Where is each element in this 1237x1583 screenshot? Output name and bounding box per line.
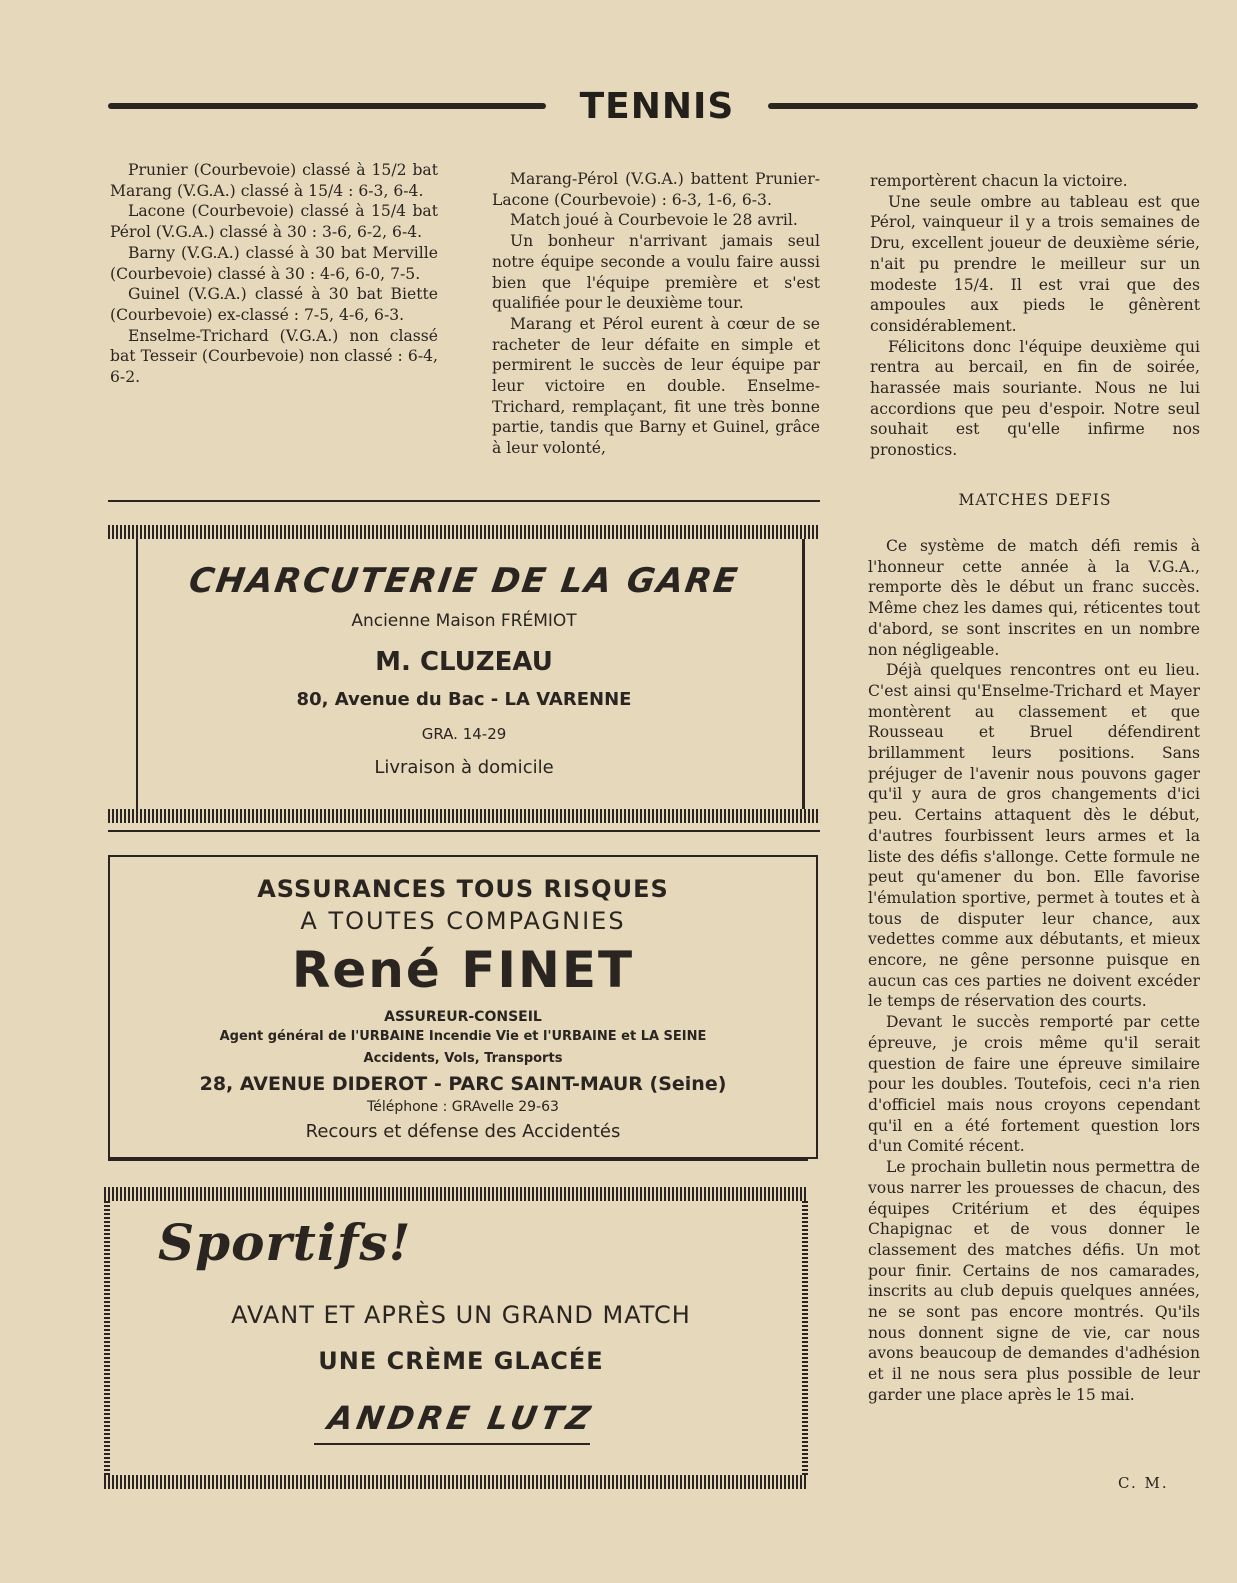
ad-agency: Agent général de l'URBAINE Incendie Vie et l'URBAINE et LA SEINE [219, 1029, 707, 1044]
article-paragraph: Le prochain bulletin nous permettra de vous narrer les prouesses de chacun, des équipes Critérium et des équipes Chapignac et de vous donner le classement des matches défis. Un mot pour finir. Certains de nos camarades, inscrits au club depuis quelques années, ne se sont pas encore montrés. Qu'ils nous donnent signe de vie, car nous avons beaucoup de demandes d'adhésion et il ne nous sera plus possible de leur garder une place après le 15 mai. [868, 1158, 1200, 1404]
ad-charcuterie [108, 525, 820, 835]
result-paragraph: Prunier (Courbevoie) classé à 15/2 bat Marang (V.G.A.) classé à 15/4 : 6-3, 6-4. [110, 161, 438, 200]
ad-owner: M. CLUZEAU [375, 647, 553, 677]
result-paragraph: Barny (V.G.A.) classé à 30 bat Merville (Courbevoie) classé à 30 : 4-6, 6-0, 7-5. [110, 243, 438, 283]
article-column-2 [492, 169, 820, 459]
result-paragraph: Enselme-Trichard (V.G.A.) non classé bat Tesseir (Courbevoie) non classé : 6-4, 6-2. [110, 326, 438, 387]
ad-separator [108, 1159, 808, 1161]
ad-sportifs [104, 1187, 818, 1499]
article-paragraph: Marang et Pérol eurent à cœur de se racheter de leur défaite en simple et permirent le succès de leur équipe par leur victoire en double. Enselme-Trichard, remplaçant, fit une très bonne partie, tandis que Barny et Guinel, grâce à leur volonté, [492, 314, 820, 458]
ad-line2: UNE CRÈME GLACÉE [318, 1347, 604, 1375]
article-paragraph: Devant le succès remporté par cette épreuve, je crois même qu'il serait question de faire une épreuve similaire pour les doubles. Toutefois, ceci n'a rien d'officiel mais nous croyons cependant qu'il en a été fortement question lors d'un Comité récent. [868, 1013, 1200, 1156]
article-paragraph: Une seule ombre au tableau est que Pérol, vainqueur il y a trois semaines de Dru, excellent joueur de deuxième série, n'ait pu prendre le meilleur sur un modeste 15/4. Il est vrai que des ampoules aux pieds le gênèrent considérablement. [870, 192, 1200, 335]
ad-headline: Sportifs! [158, 1213, 412, 1272]
column-divider [108, 500, 820, 502]
ad-border-bottom [108, 809, 820, 823]
ad-risks: Accidents, Vols, Transports [363, 1051, 563, 1066]
ad-separator [108, 830, 820, 832]
article-paragraph: Marang-Pérol (V.G.A.) battent Prunier-Lacone (Courbevoie) : 6-3, 1-6, 6-3. [492, 170, 820, 209]
ad-role: ASSUREUR-CONSEIL [384, 1009, 542, 1025]
ad-line1: AVANT ET APRÈS UN GRAND MATCH [231, 1301, 691, 1329]
ad-address: 80, Avenue du Bac - LA VARENNE [296, 689, 632, 710]
ad-service: Livraison à domicile [374, 757, 554, 778]
ad-phone: GRA. 14-29 [421, 725, 507, 743]
article-paragraph: Félicitons donc l'équipe deuxième qui rentra au bercail, en fin de soirée, harassée mais souriante. Nous ne lui accordions que peu d'espoir. Notre seul souhait est qu'elle infirme nos pronostics. [870, 337, 1200, 460]
ad-assurances [108, 855, 818, 1165]
ad-border-top [104, 1187, 808, 1201]
ad-address: 28, AVENUE DIDEROT - PARC SAINT-MAUR (Seine) [199, 1073, 727, 1095]
article-paragraph: Ce système de match défi remis à l'honneur cette année à la V.G.A., remporte dès le début un franc succès. Même chez les dames qui, réticentes tout d'abord, se sont inscrites en un nombre non négligeable. [868, 537, 1200, 659]
ad-brand-underline [314, 1443, 590, 1445]
ad-border-top [108, 525, 820, 539]
article-paragraph: Match joué à Courbevoie le 28 avril. [510, 211, 798, 230]
ad-border-bottom [104, 1475, 808, 1489]
ad-subtitle: Ancienne Maison FRÉMIOT [351, 611, 577, 631]
ad-brand: ANDRE LUTZ [324, 1399, 598, 1437]
ad-line1: ASSURANCES TOUS RISQUES [257, 875, 669, 903]
header-rule-right [768, 103, 1198, 109]
ad-shop-name: CHARCUTERIE DE LA GARE [186, 561, 742, 601]
page-title: TENNIS [579, 86, 735, 127]
results-column-1 [110, 160, 438, 388]
matches-defis-article [868, 536, 1200, 1406]
ad-tagline: Recours et défense des Accidentés [305, 1121, 621, 1142]
result-paragraph: Guinel (V.G.A.) classé à 30 bat Biette (Courbevoie) ex-classé : 7-5, 4-6, 6-3. [110, 285, 438, 324]
article-continuation: remportèrent chacun la victoire. [870, 172, 1128, 190]
result-paragraph: Lacone (Courbevoie) classé à 15/4 bat Pérol (V.G.A.) classé à 30 : 3-6, 6-2, 6-4. [110, 202, 438, 242]
section-heading-matches-defis: MATCHES DEFIS [958, 491, 1112, 509]
ad-line2: A TOUTES COMPAGNIES [300, 907, 626, 935]
ad-phone: Téléphone : GRAvelle 29-63 [367, 1099, 559, 1115]
article-paragraph: Déjà quelques rencontres ont eu lieu. C'est ainsi qu'Enselme-Trichard et Mayer montèrent au classement et que Rousseau et Bruel défendirent brillamment leurs positions. Sans préjuger de l'avenir nous pouvons gager qu'il y aura de gros changements d'ici peu. Certains attaquent dès le début, d'autres fourbissent leurs armes et la liste des défis s'allonge. Cette formule ne peut qu'amener du bon. Elle favorise l'émulation sportive, permet à toutes et à tous de disputer leur chance, aux vedettes comme aux débutants, et mieux encore, ne gêne personne puisque en aucun cas ces parties ne doivent excéder le temps de réservation des courts. [868, 661, 1200, 1011]
article-column-3 [870, 171, 1200, 461]
ad-agent-name: René FINET [291, 941, 635, 999]
header-rule-left [108, 103, 546, 109]
article-paragraph: Un bonheur n'arrivant jamais seul notre équipe seconde a voulu faire aussi bien que l'équipe première et s'est qualifiée pour le deuxième tour. [492, 232, 820, 313]
author-signature: C. M. [1118, 1474, 1169, 1492]
